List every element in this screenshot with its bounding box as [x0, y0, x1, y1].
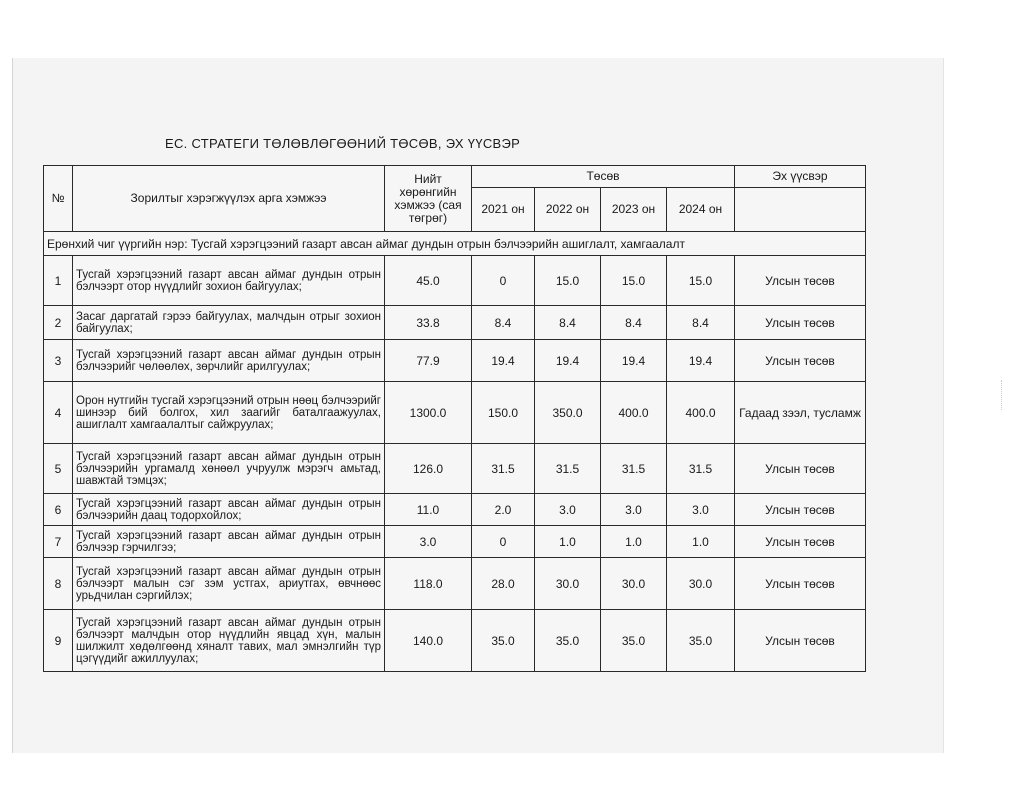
row-2021: 0: [472, 256, 535, 306]
table-row: [44, 494, 866, 526]
row-number: 7: [44, 526, 73, 558]
table-row: [44, 340, 866, 382]
row-source: Улсын төсөв: [735, 340, 866, 382]
row-total: 11.0: [385, 494, 472, 526]
row-2023: 8.4: [601, 306, 667, 340]
row-2023: 19.4: [601, 340, 667, 382]
row-2022: 31.5: [535, 444, 601, 494]
row-number: 6: [44, 494, 73, 526]
general-goal-row: Ерөнхий чиг үүргийн нэр: Тусгай хэрэгцээний газарт авсан аймаг дундын отрын бэлчээрийн ашиглалт, хамгаалалт: [44, 232, 866, 256]
row-number: 8: [44, 558, 73, 610]
row-activity: Тусгай хэрэгцээний газарт авсан аймаг дундын отрын бэлчээр гэрчилгээ;: [73, 526, 385, 558]
row-number: 3: [44, 340, 73, 382]
row-number: 1: [44, 256, 73, 306]
table-row: [44, 306, 866, 340]
row-source: Улсын төсөв: [735, 444, 866, 494]
row-activity: Тусгай хэрэгцээний газарт авсан аймаг дундын отрын бэлчээрт малын сэг зэм устгах, ариутгах, өвчнөөс урьдчилан сэргийлэх;: [73, 558, 385, 610]
table-row: [44, 610, 866, 672]
row-2022: 1.0: [535, 526, 601, 558]
row-2021: 0: [472, 526, 535, 558]
row-total: 126.0: [385, 444, 472, 494]
row-2022: 350.0: [535, 382, 601, 444]
header-activity: Зорилтыг хэрэгжүүлэх арга хэмжээ: [73, 166, 385, 232]
row-source: Улсын төсөв: [735, 306, 866, 340]
row-number: 5: [44, 444, 73, 494]
header-total: Нийт хөрөнгийн хэмжээ (сая төгрөг): [385, 166, 472, 232]
document-title: ЕС. СТРАТЕГИ ТӨЛӨВЛӨГӨӨНИЙ ТӨСӨВ, ЭХ ҮҮСВЭР: [165, 136, 521, 151]
header-year-2021: 2021 он: [472, 188, 535, 232]
row-2021: 35.0: [472, 610, 535, 672]
row-2021: 31.5: [472, 444, 535, 494]
row-activity: Тусгай хэрэгцээний газарт авсан аймаг дундын отрын бэлчээрт отор нүүдлийг зохион байгуулах;: [73, 256, 385, 306]
row-2021: 150.0: [472, 382, 535, 444]
row-2021: 19.4: [472, 340, 535, 382]
row-number: 9: [44, 610, 73, 672]
table-row: [44, 526, 866, 558]
header-year-2023: 2023 он: [601, 188, 667, 232]
row-2023: 1.0: [601, 526, 667, 558]
row-2022: 3.0: [535, 494, 601, 526]
row-number: 2: [44, 306, 73, 340]
row-2021: 28.0: [472, 558, 535, 610]
row-activity: Орон нутгийн тусгай хэрэгцээний отрын нөөц бэлчээрийг шинээр бий болгох, хил заагийг баталгаажуулах, ашиглалт хамгаалалтыг сайжруулах;: [73, 382, 385, 444]
row-source: Улсын төсөв: [735, 526, 866, 558]
row-2023: 15.0: [601, 256, 667, 306]
row-2022: 19.4: [535, 340, 601, 382]
row-2023: 31.5: [601, 444, 667, 494]
row-total: 45.0: [385, 256, 472, 306]
row-2024: 31.5: [667, 444, 735, 494]
row-total: 140.0: [385, 610, 472, 672]
header-source-blank: [735, 188, 866, 232]
row-source: Улсын төсөв: [735, 610, 866, 672]
scan-artifact: [1001, 380, 1008, 410]
row-activity: Тусгай хэрэгцээний газарт авсан аймаг дундын отрын бэлчээрт малчдын отор нүүдлийн явцад хүн, малын шилжилт хөдөлгөөнд хяналт тавих, мал эмнэлгийн түр цэгүүдийг ажиллуулах;: [73, 610, 385, 672]
row-2023: 3.0: [601, 494, 667, 526]
row-activity: Тусгай хэрэгцээний газарт авсан аймаг дундын отрын бэлчээрийн ургамалд хөнөөл учруулж мэрэгч амьтад, шавжтай тэмцэх;: [73, 444, 385, 494]
row-number: 4: [44, 382, 73, 444]
row-2024: 35.0: [667, 610, 735, 672]
row-2024: 30.0: [667, 558, 735, 610]
row-2024: 1.0: [667, 526, 735, 558]
row-2024: 8.4: [667, 306, 735, 340]
row-2022: 15.0: [535, 256, 601, 306]
row-source: Гадаад зээл, тусламж: [735, 382, 866, 444]
row-source: Улсын төсөв: [735, 494, 866, 526]
header-year-2024: 2024 он: [667, 188, 735, 232]
row-total: 77.9: [385, 340, 472, 382]
row-2023: 35.0: [601, 610, 667, 672]
row-2022: 35.0: [535, 610, 601, 672]
row-activity: Тусгай хэрэгцээний газарт авсан аймаг дундын отрын бэлчээрийг чөлөөлөх, зөрчлийг арилгуулах;: [73, 340, 385, 382]
header-budget: Төсөв: [472, 166, 735, 188]
row-total: 3.0: [385, 526, 472, 558]
row-2024: 400.0: [667, 382, 735, 444]
row-2023: 400.0: [601, 382, 667, 444]
row-2024: 15.0: [667, 256, 735, 306]
row-activity: Засаг даргатай гэрээ байгуулах, малчдын отрыг зохион байгуулах;: [73, 306, 385, 340]
row-activity: Тусгай хэрэгцээний газарт авсан аймаг дундын отрын бэлчээрийн даац тодорхойлох;: [73, 494, 385, 526]
header-source: Эх үүсвэр: [735, 166, 866, 188]
row-2022: 30.0: [535, 558, 601, 610]
row-2024: 19.4: [667, 340, 735, 382]
header-year-2022: 2022 он: [535, 188, 601, 232]
row-2023: 30.0: [601, 558, 667, 610]
row-source: Улсын төсөв: [735, 256, 866, 306]
row-total: 33.8: [385, 306, 472, 340]
row-2022: 8.4: [535, 306, 601, 340]
row-2021: 8.4: [472, 306, 535, 340]
budget-table: [43, 165, 866, 672]
table-row: [44, 382, 866, 444]
table-row: [44, 444, 866, 494]
header-number: №: [44, 166, 73, 232]
table-row: [44, 256, 866, 306]
table-row: [44, 558, 866, 610]
row-2021: 2.0: [472, 494, 535, 526]
row-total: 1300.0: [385, 382, 472, 444]
row-source: Улсын төсөв: [735, 558, 866, 610]
row-total: 118.0: [385, 558, 472, 610]
row-2024: 3.0: [667, 494, 735, 526]
